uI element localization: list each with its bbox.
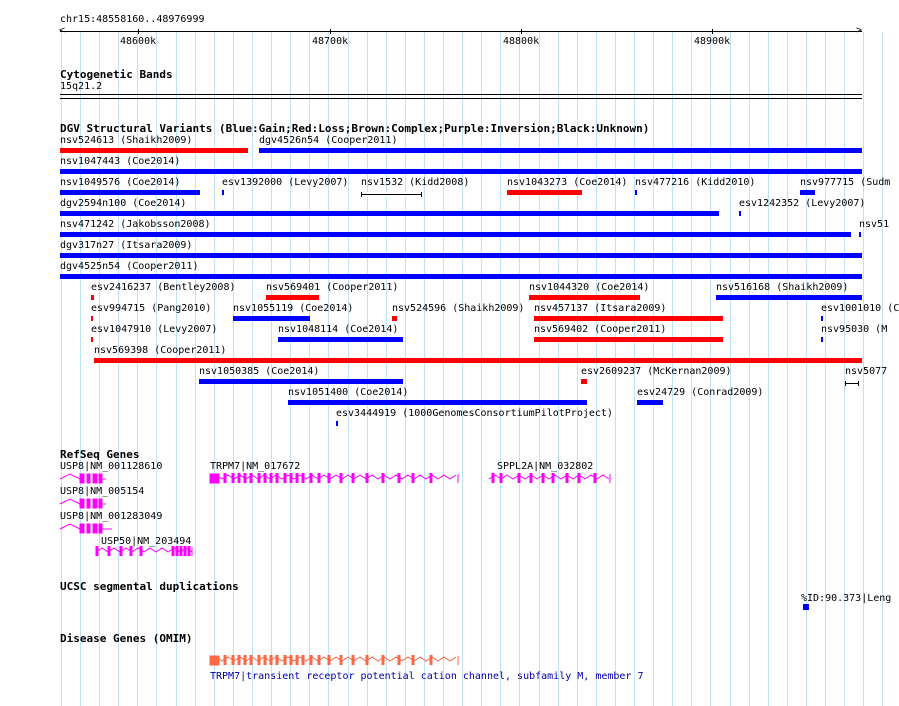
dgv-feature-label[interactable]: nsv477216 (Kidd2010) bbox=[635, 177, 756, 188]
dgv-feature-label[interactable]: nsv1055119 (Coe2014) bbox=[233, 303, 354, 314]
segdup-feature[interactable] bbox=[803, 604, 809, 610]
tick-label: 48800k bbox=[503, 36, 540, 47]
dgv-feature-label[interactable]: dgv2594n100 (Coe2014) bbox=[60, 198, 187, 209]
dgv-feature-label[interactable]: esv2416237 (Bentley2008) bbox=[91, 282, 236, 293]
track-title-dgv: DGV Structural Variants (Blue:Gain;Red:Loss;Brown:Complex;Purple:Inversion;Black:Unknown) bbox=[60, 122, 650, 135]
tick-label: 48900k bbox=[694, 36, 731, 47]
track-title-segdup: UCSC segmental duplications bbox=[60, 580, 239, 593]
gene-model-trpm7 bbox=[210, 474, 458, 484]
ruler-right-arrow: > bbox=[856, 25, 863, 36]
dgv-feature-label[interactable]: nsv569401 (Cooper2011) bbox=[266, 282, 399, 293]
dgv-feature-label[interactable]: esv1392000 (Levy2007) bbox=[222, 177, 349, 188]
dgv-feature-label[interactable]: nsv1047443 (Coe2014) bbox=[60, 156, 181, 167]
dgv-feature-label[interactable]: esv1001010 (C bbox=[821, 303, 899, 314]
dgv-feature-label[interactable]: nsv524613 (Shaikh2009) bbox=[60, 135, 193, 146]
dgv-feature-label[interactable]: nsv569398 (Cooper2011) bbox=[94, 345, 227, 356]
dgv-feature-label[interactable]: nsv5077 bbox=[845, 366, 888, 377]
dgv-feature-label[interactable]: esv3444919 (1000GenomesConsortiumPilotProject) bbox=[336, 408, 613, 419]
dgv-feature-label[interactable]: nsv95030 (M bbox=[821, 324, 888, 335]
dgv-feature-label[interactable]: dgv317n27 (Itsara2009) bbox=[60, 240, 193, 251]
track-title-omim: Disease Genes (OMIM) bbox=[60, 632, 193, 645]
dgv-feature-label[interactable]: esv24729 (Conrad2009) bbox=[637, 387, 764, 398]
track-title-refseq: RefSeq Genes bbox=[60, 448, 140, 461]
cytoband-label[interactable]: 15q21.2 bbox=[60, 81, 103, 92]
tick-label: 48600k bbox=[120, 36, 157, 47]
dgv-feature-label[interactable]: nsv51 bbox=[859, 219, 890, 230]
gene-label[interactable]: USP8|NM_001128610 bbox=[60, 461, 163, 472]
omim-model-trpm7 bbox=[210, 656, 458, 666]
dgv-feature-label[interactable]: nsv1049576 (Coe2014) bbox=[60, 177, 181, 188]
dgv-feature-label[interactable]: nsv569402 (Cooper2011) bbox=[534, 324, 667, 335]
gene-label[interactable]: SPPL2A|NM_032802 bbox=[497, 461, 594, 472]
dgv-feature-label[interactable]: nsv457137 (Itsara2009) bbox=[534, 303, 667, 314]
dgv-feature-label[interactable]: nsv1044320 (Coe2014) bbox=[529, 282, 650, 293]
region-label: chr15:48558160..48976999 bbox=[60, 14, 205, 25]
dgv-feature-label[interactable]: dgv4525n54 (Cooper2011) bbox=[60, 261, 199, 272]
dgv-feature-label[interactable]: esv1047910 (Levy2007) bbox=[91, 324, 218, 335]
dgv-feature-label[interactable]: nsv1048114 (Coe2014) bbox=[278, 324, 399, 335]
dgv-feature-label[interactable]: nsv1050385 (Coe2014) bbox=[199, 366, 320, 377]
gene-model-usp8-3 bbox=[60, 524, 112, 533]
dgv-feature-label[interactable]: nsv1532 (Kidd2008) bbox=[361, 177, 470, 188]
dgv-feature-label[interactable]: nsv977715 (Sudm bbox=[800, 177, 891, 188]
dgv-feature-label[interactable]: esv1242352 (Levy2007) bbox=[739, 198, 866, 209]
gene-model-sppl2a bbox=[489, 474, 610, 484]
segdup-label[interactable]: %ID:90.373|Leng bbox=[801, 593, 892, 604]
dgv-feature-label[interactable]: esv2609237 (McKernan2009) bbox=[581, 366, 732, 377]
track-title-cytoband: Cytogenetic Bands bbox=[60, 68, 173, 81]
gene-model-usp8-1 bbox=[60, 474, 106, 483]
omim-label[interactable]: TRPM7|transient receptor potential cation channel, subfamily M, member 7 bbox=[210, 671, 644, 682]
dgv-feature-label[interactable]: nsv471242 (Jakobsson2008) bbox=[60, 219, 211, 230]
gene-label[interactable]: USP50|NM_203494 bbox=[101, 536, 192, 547]
gene-model-usp50 bbox=[96, 547, 192, 557]
gene-label[interactable]: USP8|NM_001283049 bbox=[60, 511, 163, 522]
dgv-feature-label[interactable]: esv994715 (Pang2010) bbox=[91, 303, 212, 314]
dgv-feature-label[interactable]: nsv1043273 (Coe2014) bbox=[507, 177, 628, 188]
dgv-feature-label[interactable]: nsv524596 (Shaikh2009) bbox=[392, 303, 525, 314]
dgv-feature-label[interactable]: nsv1051400 (Coe2014) bbox=[288, 387, 409, 398]
gene-label[interactable]: USP8|NM_005154 bbox=[60, 486, 145, 497]
ruler-left-arrow: < bbox=[59, 25, 66, 36]
gene-label[interactable]: TRPM7|NM_017672 bbox=[210, 461, 301, 472]
dgv-feature-label[interactable]: nsv516168 (Shaikh2009) bbox=[716, 282, 849, 293]
gene-model-usp8-2 bbox=[60, 499, 106, 508]
tick-label: 48700k bbox=[312, 36, 349, 47]
dgv-feature-label[interactable]: dgv4526n54 (Cooper2011) bbox=[259, 135, 398, 146]
